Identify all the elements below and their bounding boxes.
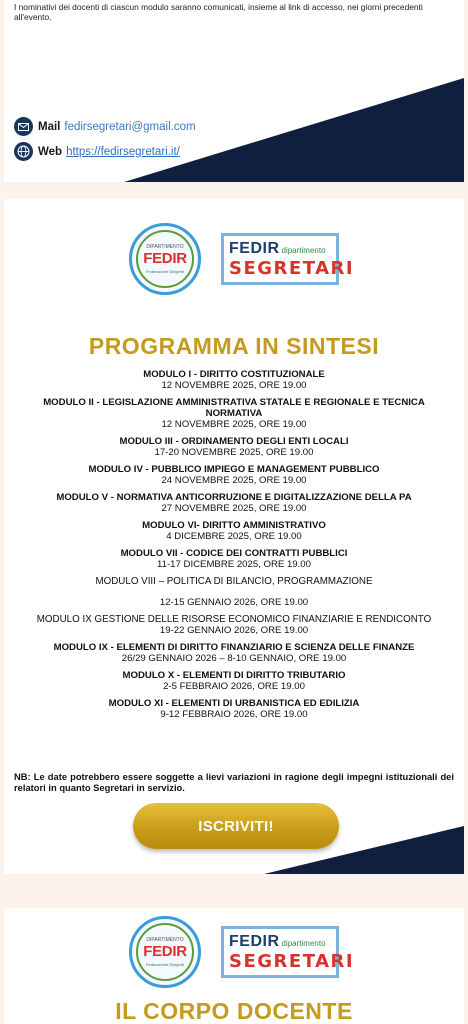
faculty-title: IL CORPO DOCENTE (115, 998, 353, 1024)
intro-paragraph: I nominativi dei docenti di ciascun modulo saranno comunicati, insieme al link di accesso, nei giorni precedenti all'evento. (14, 2, 423, 22)
module-item: MODULO VIII – POLITICA DI BILANCIO, PROGRAMMAZIONE 12-15 GENNAIO 2026, ORE 19.00 (95, 576, 373, 608)
module-item: MODULO V - NORMATIVA ANTICORRUZIONE E DIGITALIZZAZIONE DELLA PA 27 NOVEMBRE 2025, ORE 19.00 (56, 492, 412, 514)
fedir-round-logo: DIPARTIMENTO FEDIR Federazione Dirigenti (129, 916, 201, 988)
module-item: MODULO III - ORDINAMENTO DEGLI ENTI LOCALI 17-20 NOVEMBRE 2025, ORE 19.00 (119, 436, 349, 458)
module-item: MODULO VII - CODICE DEI CONTRATTI PUBBLICI 11-17 DICEMBRE 2025, ORE 19.00 (120, 548, 348, 570)
module-item: MODULO XI - ELEMENTI DI URBANISTICA ED EDILIZIA 9-12 FEBBRAIO 2026, ORE 19.00 (108, 698, 360, 720)
mail-address-link[interactable]: fedirsegretari@gmail.com (64, 120, 196, 133)
document-page-1 (4, 0, 464, 182)
module-item: MODULO X - ELEMENTI DI DIRITTO TRIBUTARIO 2-5 FEBBRAIO 2026, ORE 19.00 (122, 670, 346, 692)
iscriviti-button[interactable]: ISCRIVITI! (133, 803, 339, 849)
module-item: MODULO IV - PUBBLICO IMPIEGO E MANAGEMENT PUBBLICO 24 NOVEMBRE 2025, ORE 19.00 (88, 464, 380, 486)
module-item: MODULO IX - ELEMENTI DI DIRITTO FINANZIARIO E SCIENZA DELLE FINANZE 26/29 GENNAIO 2026 – 8-10 GENNAIO, ORE 19.00 (53, 642, 415, 664)
logo-header (4, 223, 464, 295)
web-row (14, 142, 180, 161)
mail-label: Mail (38, 120, 61, 133)
module-item: MODULO II - LEGISLAZIONE AMMINISTRATIVA STATALE E REGIONALE E TECNICA NORMATIVA 12 NOVEMBRE 2025, ORE 19.00 (43, 397, 425, 430)
web-label: Web (38, 145, 63, 158)
document-page-2 (4, 199, 464, 874)
website-link[interactable]: https://fedirsegretari.it/ (66, 145, 180, 158)
schedule-note: NB: Le date potrebbero essere soggette a lievi variazioni in ragione degli impegni istituzionali dei relatori in quanto Segretari in servizio. (14, 771, 454, 793)
mail-icon (14, 117, 33, 136)
fedir-round-logo: DIPARTIMENTO FEDIR Federazione Dirigenti (129, 223, 201, 295)
module-item: MODULO IX GESTIONE DELLE RISORSE ECONOMICO FINANZIARIE E RENDICONTO 19-22 GENNAIO 2026, ORE 19.00 (36, 614, 432, 636)
module-list (24, 369, 444, 726)
fedir-segretari-logo: FEDIR dipartimento SEGRETARI (221, 233, 339, 285)
fedir-segretari-logo: FEDIR dipartimento SEGRETARI (221, 926, 339, 978)
module-item: MODULO VI- DIRITTO AMMINISTRATIVO 4 DICEMBRE 2025, ORE 19.00 (142, 520, 326, 542)
module-item: MODULO I - DIRITTO COSTITUZIONALE 12 NOVEMBRE 2025, ORE 19.00 (143, 369, 325, 391)
globe-icon (14, 142, 33, 161)
program-title: PROGRAMMA IN SINTESI (88, 333, 380, 359)
mail-row (14, 117, 196, 136)
document-page-3 (4, 908, 464, 1024)
logo-header (4, 916, 464, 988)
